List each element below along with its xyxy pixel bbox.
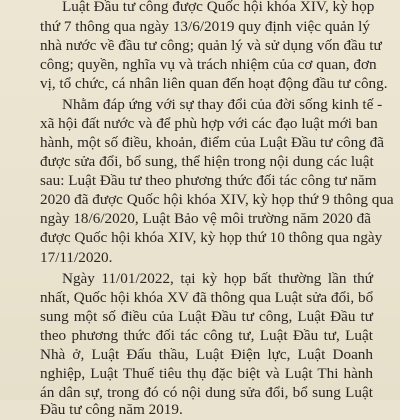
text-line: nhà nước về đầu tư công; quản lý và sử dụng vốn đầu tư [40,37,382,54]
text-line: Ngày 11/01/2022, tại kỳ họp bất thường lần thứ [62,270,373,287]
text-line: sau: Luật Đầu tư theo phương thức đối tác công tư năm [40,172,377,189]
text-line: xã hội đất nước và để phù hợp với các đạo luật mới ban [40,115,378,132]
text-line: sung một số điều của Luật Đầu tư công, Luật Đầu tư [40,308,373,325]
text-line: theo phương thức đối tác công tư, Luật Đầu tư, Luật [40,327,373,344]
text-line: thứ 7 thông qua ngày 13/6/2019 quy định việc quản lý [40,18,370,35]
text-line: được Quốc hội khóa XIV, kỳ họp thứ 10 thông qua ngày [40,229,383,246]
text-line: Đầu tư công năm 2019. [40,401,183,418]
text-line: công; quyền, nghĩa vụ và trách nhiệm của cơ quan, đơn [40,56,377,73]
text-line: Nhằm đáp ứng với sự thay đổi của đời sống kinh tế - [62,96,383,113]
text-line: nghiệp, Luật Thuế tiêu thụ đặc biệt và Luật Thi hành [40,365,373,382]
text-line: Luật Đầu tư công được Quốc hội khóa XIV, kỳ họp [62,0,375,15]
text-line: hành, một số điều, khoản, điểm của Luật Đầu tư công đã [40,134,384,151]
text-line: nhất, Quốc hội khóa XV đã thông qua Luật sửa đổi, bổ [40,289,374,306]
text-line: án dân sự, trong đó có nội dung sửa đổi, bổ sung Luật [40,384,373,401]
text-line: 2020 đã được Quốc hội khóa XIV, kỳ họp thứ 9 thông qua [40,191,394,208]
text-line: 17/11/2020. [40,249,113,266]
text-line: Nhà ở, Luật Đấu thầu, Luật Điện lực, Luật Doanh [40,346,373,363]
text-line: ngày 18/6/2020, Luật Bảo vệ môi trường năm 2020 đã [40,210,371,227]
text-line: vị, tổ chức, cá nhân liên quan đến hoạt động đầu tư công. [40,75,388,92]
text-line: được sửa đổi, bổ sung, thể hiện trong nội dung các luật [40,153,374,170]
